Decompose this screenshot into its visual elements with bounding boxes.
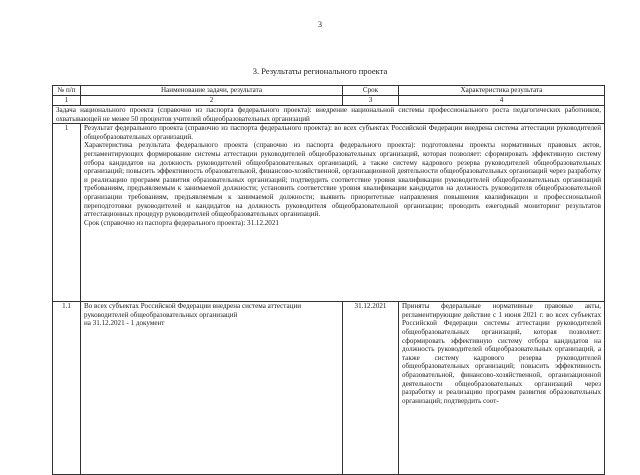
row-number: 1.1 [53,302,81,475]
result-name-text: Во всех субъектах Российской Федерации внедрена система аттестации руководителей общеобразовательных организаций [84,302,302,319]
column-number: 1 [53,96,81,106]
header-characteristic: Характеристика результата [399,86,605,96]
federal-deadline-text: Срок (справочно из паспорта федерального проекта): 31.12.2021 [84,218,279,227]
result-name-date: на 31.12.2021 - 1 документ [84,319,165,328]
task-row [53,106,605,124]
section-heading: 3. Результаты регионального проекта [252,66,388,76]
header-number: № п/п [53,86,81,96]
result-deadline: 31.12.2021 [343,302,399,475]
column-number: 3 [343,96,399,106]
task-text: Задача национального проекта (справочно из паспорта федерального проекта): внедрение национальной системы профессионального роста педагогических работников, охватывающей не менее 50 процентов учителей общеобразовательных организаций [53,106,605,124]
header-name: Наименование задачи, результата [81,86,343,96]
federal-characteristic-text: Характеристика результата федерального проекта (справочно из паспорта федерального проекта): подготовлены проекты нормативных правовых актов, регламентирующих формирование системы аттестации руководителей общеобразовательных организаций, которая позволяет: сформировать эффективную систему отбора кандидатов на должность руководителей общеобразовательных организаций, а также систему кадрового резерва руководителей общеобразовательных организаций; повысить эффективность образовательной, финансово-хозяйственной, организационной деятельности общеобразовательных организаций через разработку и реализацию программ развития образовательных организаций; подтвердить соответствие уровня квалификации руководителей общеобразовательных организаций требованиям, предъявляемым к занимаемой должности; установить соответствие уровня квалификации кандидатов на должность руководителя общеобразовательной организации требованиям, предъявляемым к занимаемой должности; выявить приоритетные направления повышения квалификации и профессиональной переподготовки руководителей и кандидатов на должность руководителя общеобразовательной организации; проводить ежегодный мониторинг результатов аттестационных процедур руководителей общеобразовательных организаций. [84,141,601,219]
result-characteristic: Приняты федеральные нормативные правовые акты, регламентирующие действие с 1 июня 2021 г. во всех субъектах Российской Федерации системы аттестации руководителей общеобразовательных организаций, которая позволяет: сформировать эффективную систему отбора кандидатов на должность руководителей общеобразовательных организаций, а также систему кадрового резерва руководителей общеобразовательных организаций; повысить эффективность образовательной, финансово-хозяйственной, организационной деятельности общеобразовательных организаций через разработку и реализацию программ развития образовательных организаций; подтвердить соот- [399,302,605,475]
result-name-cell [81,302,343,475]
row-number: 1 [53,124,81,302]
federal-result-text: Результат федерального проекта (справочно из паспорта федерального проекта): во всех субъектах Российской Федерации внедрена система аттестации руководителей общеобразовательных организаций. [84,124,601,141]
header-deadline: Срок [343,86,399,96]
result-row-1-1 [53,302,605,475]
column-number: 4 [399,96,605,106]
federal-result-row [53,124,605,302]
column-number: 2 [81,96,343,106]
column-numbers-row [53,96,605,106]
federal-result-cell [81,124,605,302]
results-table [52,85,605,475]
page-number: 3 [318,20,322,29]
table-header-row [53,86,605,96]
